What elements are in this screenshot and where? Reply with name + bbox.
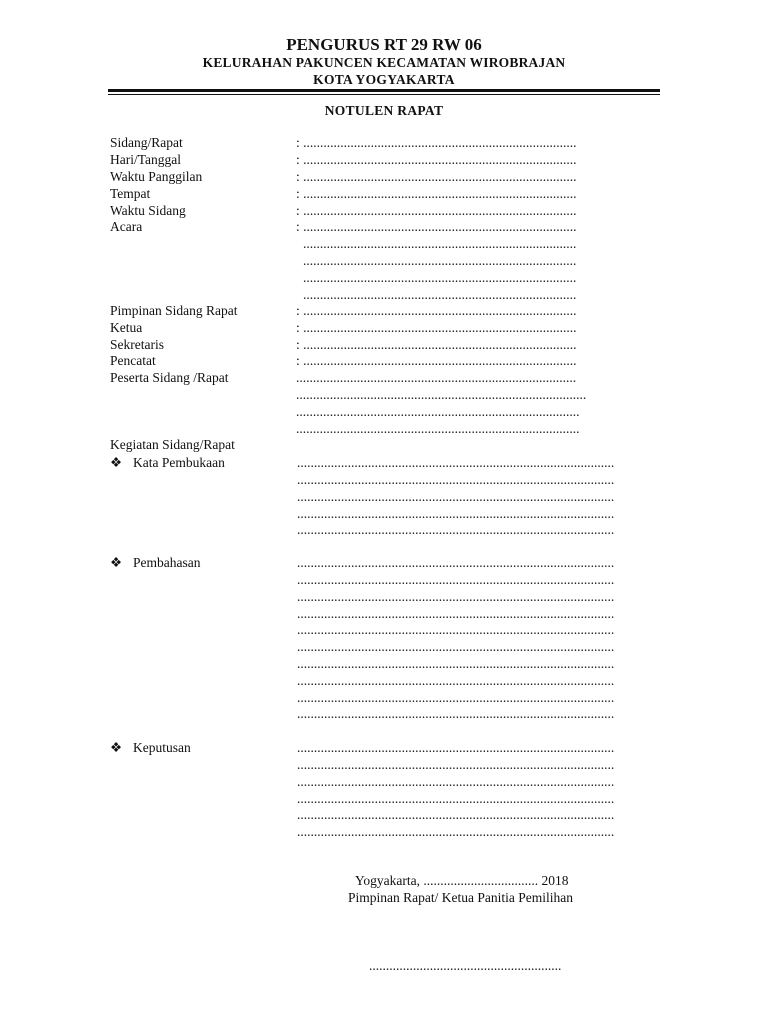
field-value: : ................................................................................. (296, 169, 577, 184)
section-line: .............................................................................................. (297, 522, 615, 537)
field-value: : ................................................................................. (296, 203, 577, 218)
section-line: .............................................................................................. (297, 606, 615, 621)
section-line: .............................................................................................. (297, 740, 615, 755)
field-value: ................................................................................... (296, 370, 577, 385)
section-line: .............................................................................................. (297, 622, 615, 637)
signature-place-date: Yogyakarta, .................................. 2018 (355, 873, 569, 888)
section-line: .............................................................................................. (297, 656, 615, 671)
peserta-line: .................................................................................... (296, 404, 580, 419)
field-value: : ................................................................................. (296, 219, 577, 234)
section-line: .............................................................................................. (297, 791, 615, 806)
section-line: .............................................................................................. (297, 489, 615, 504)
field-label: Pimpinan Sidang Rapat (110, 303, 238, 318)
section-line: .............................................................................................. (297, 572, 615, 587)
section-line: .............................................................................................. (297, 506, 615, 521)
field-label: Ketua (110, 320, 143, 335)
header-subtitle-kelurahan: KELURAHAN PAKUNCEN KECAMATAN WIROBRAJAN (202, 55, 566, 70)
section-line: .............................................................................................. (297, 639, 615, 654)
acara-line: ................................................................................. (303, 236, 577, 251)
kegiatan-heading: Kegiatan Sidang/Rapat (110, 437, 235, 452)
section-line: .............................................................................................. (297, 589, 615, 604)
header-subtitle-kota: KOTA YOGYAKARTA (313, 72, 455, 87)
field-label: Sidang/Rapat (110, 135, 183, 150)
field-label: Waktu Panggilan (110, 169, 203, 184)
section-label: Keputusan (133, 740, 191, 755)
field-value: : ................................................................................. (296, 320, 577, 335)
field-value: : ................................................................................. (296, 337, 577, 352)
field-label: Waktu Sidang (110, 203, 186, 218)
field-value: : ................................................................................. (296, 152, 577, 167)
peserta-line: ...................................................................................... (296, 387, 587, 402)
field-value: : ................................................................................. (296, 186, 577, 201)
section-line: .............................................................................................. (297, 455, 615, 470)
section-pembahasan (110, 556, 200, 570)
diamond-bullet-icon: ❖ (110, 740, 123, 755)
section-line: .............................................................................................. (297, 690, 615, 705)
header-rule-thin (108, 94, 660, 95)
diamond-bullet-icon: ❖ (110, 455, 123, 470)
section-label: Kata Pembukaan (133, 455, 225, 470)
section-line: .............................................................................................. (297, 555, 615, 570)
header-rule-thick (108, 89, 660, 92)
section-line: .............................................................................................. (297, 807, 615, 822)
signature-role: Pimpinan Rapat/ Ketua Panitia Pemilihan (348, 890, 573, 905)
acara-line: ................................................................................. (303, 270, 577, 285)
field-label: Acara (110, 219, 143, 234)
header-title: PENGURUS RT 29 RW 06 (286, 35, 482, 54)
acara-line: ................................................................................. (303, 253, 577, 268)
signature-line: ......................................................... (369, 958, 562, 973)
field-label: Pencatat (110, 353, 156, 368)
field-label: Peserta Sidang /Rapat (110, 370, 229, 385)
section-line: .............................................................................................. (297, 774, 615, 789)
section-line: .............................................................................................. (297, 757, 615, 772)
section-line: .............................................................................................. (297, 673, 615, 688)
section-kata-pembukaan (110, 456, 225, 470)
field-label: Tempat (110, 186, 151, 201)
section-line: .............................................................................................. (297, 472, 615, 487)
section-line: .............................................................................................. (297, 706, 615, 721)
section-keputusan (110, 741, 191, 755)
field-value: : ................................................................................. (296, 303, 577, 318)
section-line: .............................................................................................. (297, 824, 615, 839)
diamond-bullet-icon: ❖ (110, 555, 123, 570)
field-value: : ................................................................................. (296, 135, 577, 150)
field-label: Hari/Tanggal (110, 152, 182, 167)
document-title: NOTULEN RAPAT (324, 103, 444, 118)
field-value: : ................................................................................. (296, 353, 577, 368)
acara-line: ................................................................................. (303, 287, 577, 302)
peserta-line: .................................................................................... (296, 421, 580, 436)
field-label: Sekretaris (110, 337, 164, 352)
section-label: Pembahasan (133, 555, 201, 570)
